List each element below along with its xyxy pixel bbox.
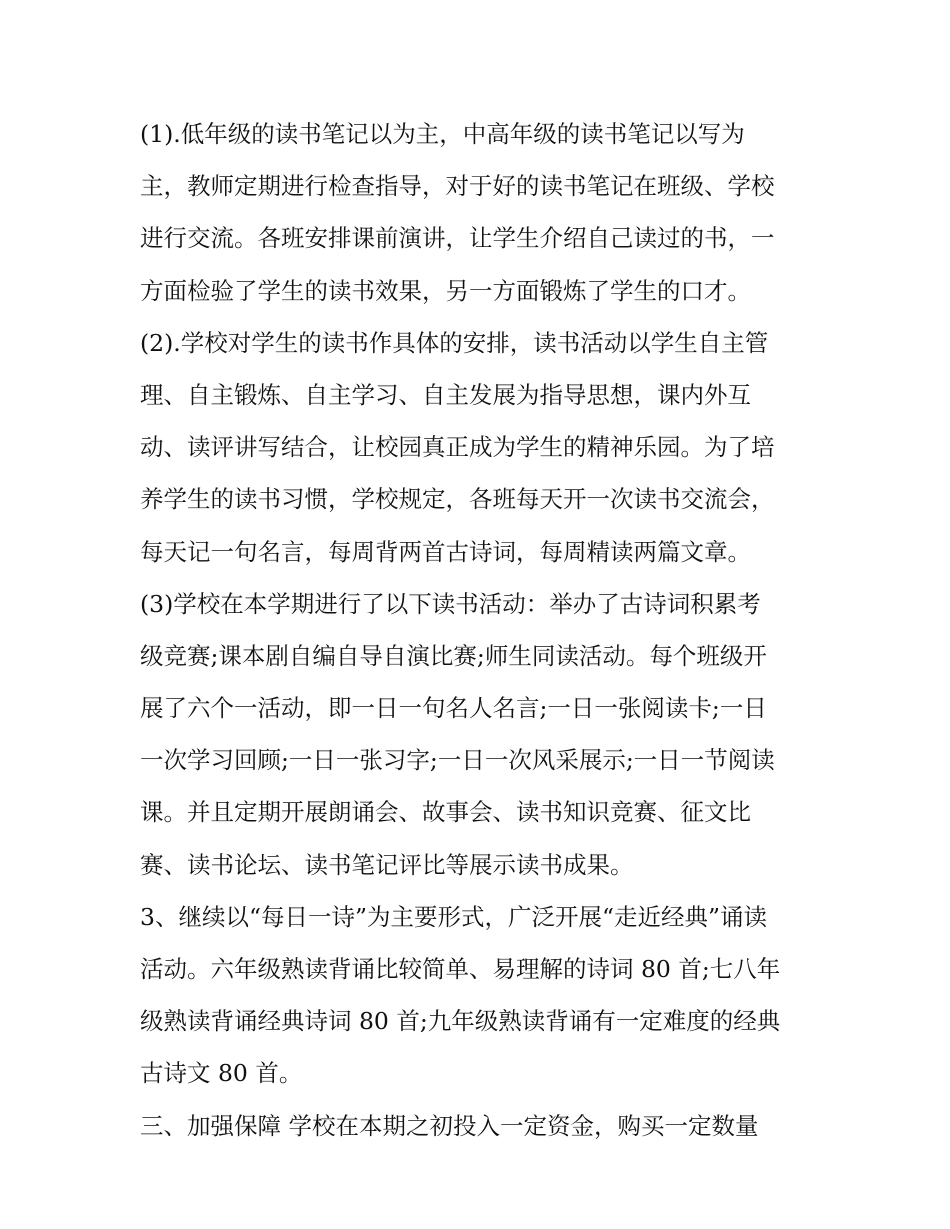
text-line: 一次学习回顾;一日一张习字;一日一次风采展示;一日一节阅读 — [140, 746, 775, 775]
text-line: 动、读评讲写结合，让校园真正成为学生的精神乐园。为了培 — [140, 433, 775, 462]
document-body — [140, 108, 830, 1152]
text-line: 古诗文 80 首。 — [140, 1059, 303, 1088]
text-line: 方面检验了学生的读书效果，另一方面锻炼了学生的口才。 — [140, 276, 751, 305]
text-line: 养学生的读书习惯，学校规定，各班每天开一次读书交流会， — [140, 485, 775, 514]
text-line: 进行交流。各班安排课前演讲，让学生介绍自己读过的书，一 — [140, 224, 775, 253]
text-line: 3、继续以“每日一诗”为主要形式，广泛开展“走近经典”诵读 — [140, 902, 768, 931]
text-line: 级熟读背诵经典诗词 80 首;九年级熟读背诵有一定难度的经典 — [140, 1007, 781, 1036]
text-line: 理、自主锻炼、自主学习、自主发展为指导思想，课内外互 — [140, 380, 751, 409]
text-line: (3)学校在本学期进行了以下读书活动：举办了古诗词积累考 — [140, 589, 761, 618]
text-line: 赛、读书论坛、读书笔记评比等展示读书成果。 — [140, 850, 634, 879]
text-line: 级竞赛;课本剧自编自导自演比赛;师生同读活动。每个班级开 — [140, 641, 767, 670]
text-line: 活动。六年级熟读背诵比较简单、易理解的诗词 80 首;七八年 — [140, 955, 781, 983]
text-line: (1).低年级的读书笔记以为主，中高年级的读书笔记以写为 — [140, 120, 745, 148]
text-line: 展了六个一活动，即一日一句名人名言;一日一张阅读卡;一日 — [140, 694, 767, 723]
text-line: 三、加强保障 学校在本期之初投入一定资金，购买一定数量 — [140, 1111, 759, 1140]
text-line: 每天记一句名言，每周背两首古诗词，每周精读两篇文章。 — [140, 537, 751, 566]
text-line: (2).学校对学生的读书作具体的安排，读书活动以学生自主管 — [140, 328, 769, 357]
text-line: 课。并且定期开展朗诵会、故事会、读书知识竞赛、征文比 — [140, 798, 751, 827]
text-line: 主，教师定期进行检查指导，对于好的读书笔记在班级、学校 — [140, 172, 775, 201]
